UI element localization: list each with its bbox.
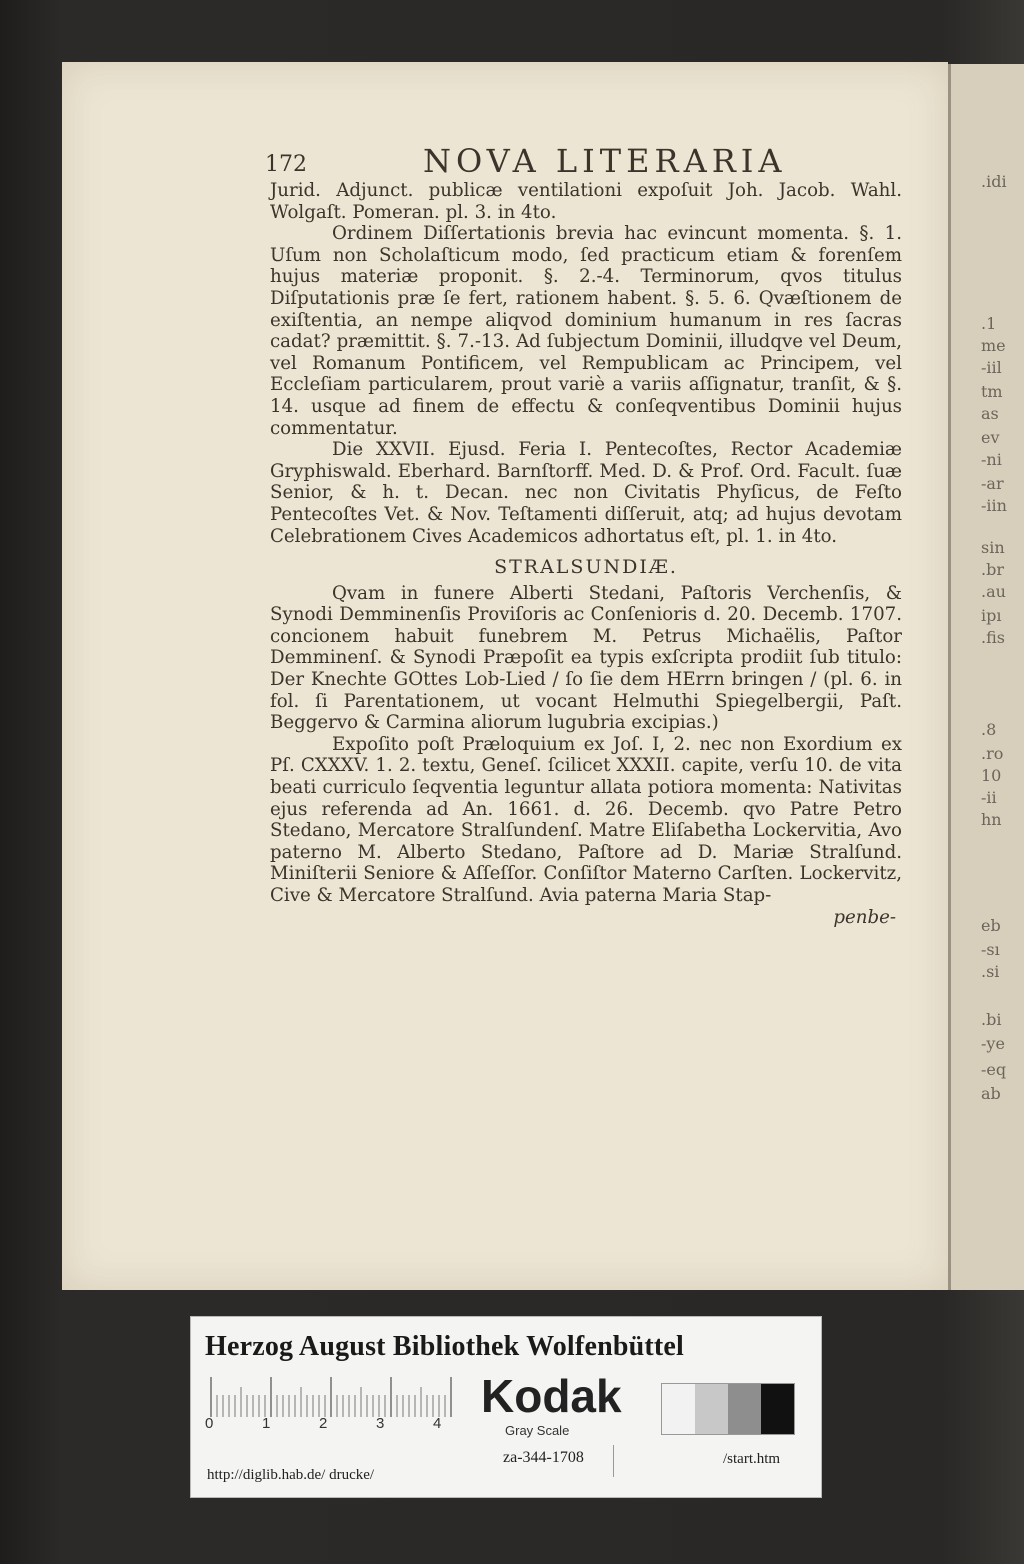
shelfmark: za-344-1708 xyxy=(503,1449,584,1466)
library-reference-card xyxy=(190,1316,822,1498)
gray-patch xyxy=(695,1384,728,1434)
section-heading: STRALSUNDIÆ. xyxy=(494,556,678,579)
adjacent-page-fragment: .fis xyxy=(981,628,1005,647)
ruler-number: 4 xyxy=(433,1415,442,1432)
paragraph: Qvam in funere Alberti Stedani, Paſtoris Verchenſis, & Synodi Demminenſis Proviſoris ac Conſenioris d. 20. Decemb. 1707. concionem habuit funebrem M. Petrus Michaëlis, Paſtor Demminenſ. & Synodi Præpoſit ea typis exſcripta prodiit ſub titulo: Der Knechte GOttes Lob-Lied / ſo ſie dem HErrn bringen / (pl. 6. in fol. ſi Parentationem, ut vocant Helmuthi Spiegelbergii, Paſt. Beggervo & Carmina aliorum lugubria excipias.) xyxy=(270,582,902,734)
ruler-number: 1 xyxy=(262,1415,271,1432)
paragraph: Jurid. Adjunct. publicæ ventilationi expoſuit Joh. Jacob. Wahl. Wolgaſt. Pomeran. pl. 3. in 4to. xyxy=(270,180,902,223)
adjacent-page-fragment: -eq xyxy=(981,1060,1007,1079)
running-title: NOVA LITERARIA xyxy=(423,142,787,180)
measurement-ruler xyxy=(207,1377,457,1417)
adjacent-page-fragment: hn xyxy=(981,810,1002,829)
adjacent-page-fragment: -ar xyxy=(981,474,1004,493)
gray-patch xyxy=(728,1384,761,1434)
ruler-number: 2 xyxy=(319,1415,328,1432)
adjacent-page-fragment: .au xyxy=(981,582,1006,601)
adjacent-page-fragment: .idi xyxy=(981,172,1007,191)
adjacent-page-fragment: ipı xyxy=(981,606,1002,625)
catchword: penbe- xyxy=(833,906,896,928)
digital-library-url: http://diglib.hab.de/ drucke/ xyxy=(207,1467,375,1483)
adjacent-page-fragment: tm xyxy=(981,382,1003,401)
adjacent-page-fragment: me xyxy=(981,336,1006,355)
adjacent-page-fragment: -ye xyxy=(981,1034,1005,1053)
paragraph: Die XXVII. Ejusd. Feria I. Pentecoſtes, Rector Academiæ Gryphiswald. Eberhard. Barnſtorff. Med. D. & Prof. Ord. Facult. ſuæ Senior, & h. t. Decan. nec non Civitatis Phyſicus, de Feſto Pentecoſtes Vet. & Nov. Teſtamenti diſſeruit, atq; ad hujus devotam Celebrationem Cives Academicos adhortatus eſt, pl. 1. in 4to. xyxy=(270,439,902,547)
paragraph: Ordinem Diſſertationis brevia hac evincunt momenta. §. 1. Uſum non Scholaſticum modo, ſed practicum etiam & forenſem hujus materiæ proponit. §. 2.-4. Terminorum, qvos titulus Diſputationis præ ſe fert, rationem habent. §. 5. 6. Qvæſtionem de exiſtentia, an nempe aliqvod dominium humanum in res ſacras cadat? præmittit. §. 7.-13. Ad ſubjectum Dominii, illudqve vel Deum, vel Romanum Pontificem, vel Rempublicam ac Principem, vel Eccleſiam particularem, prout variè a variis aſſignatur, tranſit, & §. 14. usque ad finem de effectu & conſeqventibus Dominii hujus commentatur. xyxy=(270,223,902,439)
adjacent-page-fragment: -ni xyxy=(981,450,1002,469)
adjacent-page-fragment: ab xyxy=(981,1084,1001,1103)
adjacent-page-fragment: .bi xyxy=(981,1010,1002,1029)
page-header xyxy=(265,142,905,182)
gray-patch xyxy=(761,1384,794,1434)
paragraph: Expoſito poſt Præloquium ex Joſ. I, 2. nec non Exordium ex Pſ. CXXXV. 1. 2. textu, Geneſ. ſcilicet XXXII. capite, verſu 10. de vita beati curriculo ſeqventia leguntur allata potiora momenta: Nativitas ejus referenda ad An. 1661. d. 26. Decemb. qvo Patre Petro Stedano, Mercatore Stralſundenſ. Matre Eliſabetha Lockervitia, Avo paterno M. Alberto Stedano, Paſtore ad D. Mariæ Stralſund. Miniſterii Seniore & Aſſeſſor. Conſiſtor Materno Carſten. Lockervitz, Cive & Mercatore Stralſund. Avia paterna Maria Stap- xyxy=(270,733,902,906)
adjacent-page-fragment: 10 xyxy=(981,766,1002,785)
gray-scale-patches xyxy=(661,1383,795,1435)
shelfmark-divider xyxy=(613,1445,614,1477)
adjacent-page-fragment: -ii xyxy=(981,788,997,807)
adjacent-page-fragment: .si xyxy=(981,962,1000,981)
adjacent-page-fragment: ev xyxy=(981,428,1000,447)
text-body xyxy=(270,180,902,928)
adjacent-page-fragment: .ro xyxy=(981,744,1004,763)
adjacent-page-fragment: -iin xyxy=(981,496,1007,515)
ruler-number: 3 xyxy=(376,1415,385,1432)
adjacent-page-fragment: -sı xyxy=(981,940,1000,959)
adjacent-page-edge xyxy=(948,64,1024,1290)
library-name: Herzog August Bibliothek Wolfenbüttel xyxy=(205,1331,685,1362)
adjacent-page-fragment: -iil xyxy=(981,358,1002,377)
adjacent-page-fragment: .1 xyxy=(981,314,997,333)
page-number: 172 xyxy=(265,152,307,177)
kodak-logo: Kodak xyxy=(481,1370,622,1422)
ruler-ticks xyxy=(207,1377,457,1417)
ruler-number: 0 xyxy=(205,1415,214,1432)
adjacent-page-fragment: as xyxy=(981,404,999,423)
adjacent-page-fragment: .br xyxy=(981,560,1004,579)
adjacent-page-fragment: sin xyxy=(981,538,1005,557)
gray-scale-label: Gray Scale xyxy=(505,1423,570,1438)
start-url: /start.htm xyxy=(723,1451,781,1467)
gray-patch xyxy=(662,1384,695,1434)
adjacent-page-fragment: .8 xyxy=(981,720,997,739)
adjacent-page-fragment: eb xyxy=(981,916,1001,935)
